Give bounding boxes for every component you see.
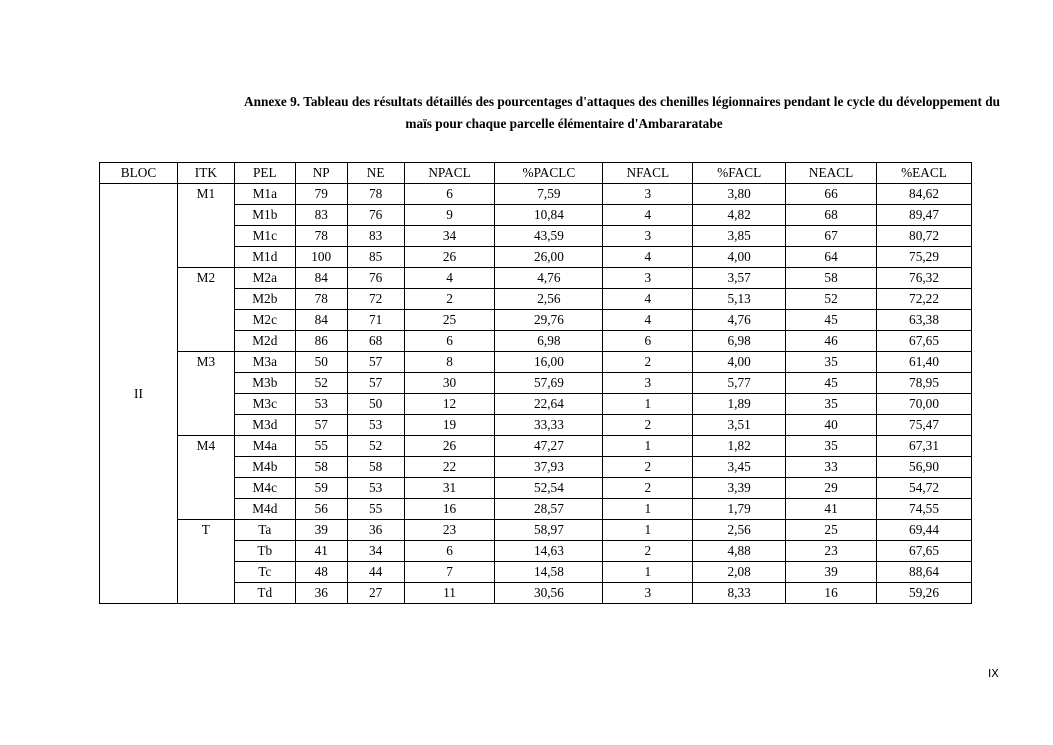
table-cell: 58: [295, 457, 347, 478]
table-cell: 59: [295, 478, 347, 499]
table-cell: 69,44: [877, 520, 972, 541]
table-cell: 8,33: [693, 583, 786, 604]
table-cell: 4: [603, 247, 693, 268]
table-cell: 83: [347, 226, 404, 247]
table-row: [100, 436, 972, 457]
table-cell: M3d: [234, 415, 295, 436]
table-cell: 30: [404, 373, 495, 394]
caption-line-1: Annexe 9. Tableau des résultats détaillés des pourcentages d'attaques des chenilles légionnaires pendant le cycle du développement du: [243, 94, 1000, 109]
table-cell: 48: [295, 562, 347, 583]
table-cell: 59,26: [877, 583, 972, 604]
table-cell: 7: [404, 562, 495, 583]
table-cell: 4: [603, 310, 693, 331]
table-cell: 22: [404, 457, 495, 478]
table-cell: 44: [347, 562, 404, 583]
column-header-np: NP: [295, 163, 347, 184]
table-cell: 84,62: [877, 184, 972, 205]
table-cell: Tc: [234, 562, 295, 583]
table-cell: 6: [404, 541, 495, 562]
results-table: [99, 162, 972, 604]
table-cell: 3,85: [693, 226, 786, 247]
page-number: IX: [988, 667, 999, 680]
itk-cell: M1: [177, 184, 234, 268]
table-cell: 55: [347, 499, 404, 520]
table-cell: 80,72: [877, 226, 972, 247]
table-cell: 2: [404, 289, 495, 310]
table-cell: 78: [295, 226, 347, 247]
table-cell: 14,63: [495, 541, 603, 562]
table-cell: 1,89: [693, 394, 786, 415]
column-header-nfacl: NFACL: [603, 163, 693, 184]
table-cell: 68: [347, 331, 404, 352]
table-cell: M1c: [234, 226, 295, 247]
table-cell: 45: [786, 373, 877, 394]
table-cell: 3: [603, 226, 693, 247]
table-cell: M1a: [234, 184, 295, 205]
table-cell: 55: [295, 436, 347, 457]
table-cell: 23: [786, 541, 877, 562]
table-cell: 26: [404, 247, 495, 268]
table-cell: 57: [347, 352, 404, 373]
table-cell: 58: [786, 268, 877, 289]
table-cell: 29: [786, 478, 877, 499]
table-cell: 50: [347, 394, 404, 415]
table-cell: 1: [603, 520, 693, 541]
table-cell: 40: [786, 415, 877, 436]
table-cell: 75,47: [877, 415, 972, 436]
table-cell: 35: [786, 352, 877, 373]
table-row: [100, 352, 972, 373]
table-cell: 1,79: [693, 499, 786, 520]
table-cell: 16,00: [495, 352, 603, 373]
table-cell: 53: [347, 478, 404, 499]
table-cell: 66: [786, 184, 877, 205]
table-cell: 6,98: [495, 331, 603, 352]
table-cell: 2,56: [693, 520, 786, 541]
itk-cell: T: [177, 520, 234, 604]
table-cell: Ta: [234, 520, 295, 541]
table-cell: 68: [786, 205, 877, 226]
table-cell: 6: [404, 184, 495, 205]
table-cell: 56,90: [877, 457, 972, 478]
table-cell: 7,59: [495, 184, 603, 205]
table-header-row: [100, 163, 972, 184]
table-cell: M2d: [234, 331, 295, 352]
table-cell: 2: [603, 541, 693, 562]
table-cell: 3: [603, 184, 693, 205]
table-cell: 11: [404, 583, 495, 604]
table-cell: 100: [295, 247, 347, 268]
table-cell: 50: [295, 352, 347, 373]
column-header-bloc: BLOC: [100, 163, 178, 184]
table-cell: 23: [404, 520, 495, 541]
column-header-facl: %FACL: [693, 163, 786, 184]
table-cell: 86: [295, 331, 347, 352]
column-header-neacl: NEACL: [786, 163, 877, 184]
table-cell: 70,00: [877, 394, 972, 415]
table-cell: 35: [786, 394, 877, 415]
table-cell: 4,88: [693, 541, 786, 562]
table-cell: 4,00: [693, 247, 786, 268]
itk-cell: M2: [177, 268, 234, 352]
table-cell: M2a: [234, 268, 295, 289]
table-cell: 53: [347, 415, 404, 436]
table-cell: 3: [603, 268, 693, 289]
table-cell: 64: [786, 247, 877, 268]
table-cell: 52: [347, 436, 404, 457]
table-cell: 2,56: [495, 289, 603, 310]
table-cell: 4,76: [495, 268, 603, 289]
table-cell: 19: [404, 415, 495, 436]
table-cell: Tb: [234, 541, 295, 562]
table-cell: M4d: [234, 499, 295, 520]
table-cell: 41: [786, 499, 877, 520]
column-header-itk: ITK: [177, 163, 234, 184]
table-cell: 88,64: [877, 562, 972, 583]
table-cell: 27: [347, 583, 404, 604]
table-cell: 1: [603, 436, 693, 457]
table-cell: 4: [603, 205, 693, 226]
table-cell: 2: [603, 478, 693, 499]
table-cell: 78: [295, 289, 347, 310]
table-cell: 72,22: [877, 289, 972, 310]
table-cell: 57,69: [495, 373, 603, 394]
table-cell: 63,38: [877, 310, 972, 331]
table-cell: 36: [347, 520, 404, 541]
table-cell: 5,13: [693, 289, 786, 310]
table-cell: 78: [347, 184, 404, 205]
column-header-pel: PEL: [234, 163, 295, 184]
table-cell: 33,33: [495, 415, 603, 436]
table-cell: 3,80: [693, 184, 786, 205]
table-cell: M4c: [234, 478, 295, 499]
table-cell: 37,93: [495, 457, 603, 478]
table-cell: 76,32: [877, 268, 972, 289]
table-cell: M4a: [234, 436, 295, 457]
table-cell: 9: [404, 205, 495, 226]
table-cell: 6: [404, 331, 495, 352]
table-row: [100, 184, 972, 205]
column-header-eacl: %EACL: [877, 163, 972, 184]
table-cell: 4: [603, 289, 693, 310]
table-cell: 1: [603, 394, 693, 415]
table-cell: 3,51: [693, 415, 786, 436]
column-header-npacl: NPACL: [404, 163, 495, 184]
table-cell: 41: [295, 541, 347, 562]
table-cell: 76: [347, 268, 404, 289]
table-cell: M2b: [234, 289, 295, 310]
table-cell: 31: [404, 478, 495, 499]
table-cell: 16: [404, 499, 495, 520]
table-cell: 67: [786, 226, 877, 247]
bloc-cell: II: [100, 184, 178, 604]
table-cell: 14,58: [495, 562, 603, 583]
table-cell: 4: [404, 268, 495, 289]
caption-line-2: maïs pour chaque parcelle élémentaire d'Ambararatabe: [405, 116, 723, 131]
table-cell: 85: [347, 247, 404, 268]
itk-cell: M4: [177, 436, 234, 520]
table-cell: 35: [786, 436, 877, 457]
table-cell: 4,82: [693, 205, 786, 226]
table-cell: M1d: [234, 247, 295, 268]
table-cell: 71: [347, 310, 404, 331]
table-cell: 2: [603, 457, 693, 478]
table-cell: 89,47: [877, 205, 972, 226]
table-cell: 4,00: [693, 352, 786, 373]
table-cell: 39: [786, 562, 877, 583]
table-cell: 75,29: [877, 247, 972, 268]
table-cell: 67,65: [877, 331, 972, 352]
table-cell: M3c: [234, 394, 295, 415]
table-cell: 2,08: [693, 562, 786, 583]
table-cell: 12: [404, 394, 495, 415]
table-cell: 2: [603, 352, 693, 373]
table-cell: 5,77: [693, 373, 786, 394]
table-cell: 2: [603, 415, 693, 436]
table-cell: 53: [295, 394, 347, 415]
table-cell: 1,82: [693, 436, 786, 457]
table-cell: 67,31: [877, 436, 972, 457]
table-cell: 57: [295, 415, 347, 436]
table-cell: 57: [347, 373, 404, 394]
table-cell: 22,64: [495, 394, 603, 415]
table-cell: 3,45: [693, 457, 786, 478]
table-cell: 33: [786, 457, 877, 478]
table-cell: 61,40: [877, 352, 972, 373]
table-cell: 39: [295, 520, 347, 541]
table-cell: 1: [603, 499, 693, 520]
table-cell: 47,27: [495, 436, 603, 457]
table-cell: 54,72: [877, 478, 972, 499]
table-cell: 78,95: [877, 373, 972, 394]
column-header-ne: NE: [347, 163, 404, 184]
table-cell: 52: [786, 289, 877, 310]
table-cell: 25: [786, 520, 877, 541]
table-cell: 84: [295, 268, 347, 289]
table-cell: 29,76: [495, 310, 603, 331]
table-cell: 34: [347, 541, 404, 562]
table-cell: 52,54: [495, 478, 603, 499]
table-cell: 58,97: [495, 520, 603, 541]
table-cell: 43,59: [495, 226, 603, 247]
table-cell: 1: [603, 562, 693, 583]
table-cell: M2c: [234, 310, 295, 331]
table-cell: 67,65: [877, 541, 972, 562]
table-cell: 84: [295, 310, 347, 331]
table-cell: 6: [603, 331, 693, 352]
table-cell: 52: [295, 373, 347, 394]
table-cell: 16: [786, 583, 877, 604]
table-cell: 3: [603, 373, 693, 394]
table-cell: 25: [404, 310, 495, 331]
table-cell: 58: [347, 457, 404, 478]
table-cell: 3,39: [693, 478, 786, 499]
table-cell: 74,55: [877, 499, 972, 520]
table-cell: M3a: [234, 352, 295, 373]
table-cell: 45: [786, 310, 877, 331]
table-caption: [128, 91, 1000, 135]
table-cell: 3,57: [693, 268, 786, 289]
table-cell: M3b: [234, 373, 295, 394]
table-cell: 36: [295, 583, 347, 604]
table-cell: 4,76: [693, 310, 786, 331]
table-cell: M4b: [234, 457, 295, 478]
table-cell: 76: [347, 205, 404, 226]
table-cell: 30,56: [495, 583, 603, 604]
table-cell: 46: [786, 331, 877, 352]
table-cell: 26,00: [495, 247, 603, 268]
itk-cell: M3: [177, 352, 234, 436]
table-cell: 28,57: [495, 499, 603, 520]
table-row: [100, 268, 972, 289]
column-header-paclc: %PACLC: [495, 163, 603, 184]
table-cell: 8: [404, 352, 495, 373]
table-row: [100, 520, 972, 541]
table-cell: 72: [347, 289, 404, 310]
table-cell: 79: [295, 184, 347, 205]
table-cell: 3: [603, 583, 693, 604]
table-cell: M1b: [234, 205, 295, 226]
table-cell: Td: [234, 583, 295, 604]
table-cell: 6,98: [693, 331, 786, 352]
table-cell: 26: [404, 436, 495, 457]
table-cell: 83: [295, 205, 347, 226]
table-cell: 56: [295, 499, 347, 520]
table-cell: 34: [404, 226, 495, 247]
table-cell: 10,84: [495, 205, 603, 226]
